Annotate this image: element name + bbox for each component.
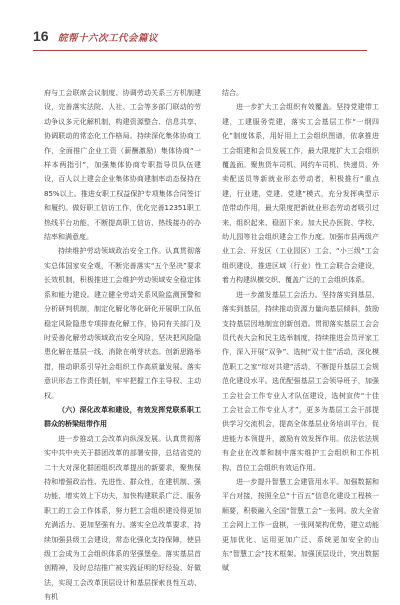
right-column xyxy=(222,86,379,576)
paragraph: 进一步扩大工会组织有效覆盖。坚持党建带工建，工建服务党建，落实工会基层工作“一纲四化”制度体系，用好用上工会组织图谱，依拿推进工会组建和会员发展工作，最大限度扩大工会组织覆盖面。聚焦货车司机、网约车司机、快递员、外卖配送员等新就业形态劳动者，积极推行“重点建，行业建，党建、党建”模式，充分发挥典型示范带动作用，最大限度把新就业形态劳动者吸引过来、组织起来、稳固下来。加大民办医院、学校、幼儿园等社会组织建会工作力度。加强市县两级产业工会、开发区（工业园区）工会、“小三级”工会组织建设，推进区域（行业）性工会联合会建设，着力构建纵横交织、覆盖广泛的工会组织体系。 xyxy=(222,103,379,285)
paragraph: 结合。 xyxy=(222,89,243,97)
paragraph: 进一步激发基层工会活力。坚持落实到基层，落实到基层，持续推动资源力量向基层倾斜，鼓励支持基层因地制宜创新创造。贯彻落实基层工会会员代表大会和民主选举制度，持续推进会员评家工作，深入开展“双争”、选树“双十佳”活动，深化模范职工之家“综对共建”活动，不断提升基层工会规范化建设水平。选优配强基层工会领导班子，加强工会社会工作专业人才队伍建设，选树宣传“十佳工会社会工作专业人才”，更多为基层工会干部提供学习交流机会，提高全体基层业务培训平台，促进能力本领提升，激励有效发挥作用。依法依法规有企业在改革和制中落实维护工会组织和工作机构、首位工会组织有效运作用。 xyxy=(222,290,379,472)
page-number: 16 xyxy=(33,28,49,44)
left-column xyxy=(44,86,201,605)
paragraph: 府与工会联席会议制度、协调劳动关系三方机制建设，完善落实法院、人社、工会等多部门联动的劳动争议多元化解机制，构建资源整合、信息共享、协调联动的常态化工作格局。持续深化集体协商工作，全面推广企业工资（薪酬激励）集体协商“一样本两指引”，加强集体协商专职指导员队伍建设，百人以上建会企业集体协商建制率动态保持在85%以上。推进女职工权益保护专项集体合同签订和履约。做好职工信访工作，优化完善12351职工热线平台功能，不断提高职工信访、热线接办的办结率和满意度。 xyxy=(44,89,201,242)
paragraph: 持续维护劳动领域政治安全工作。认真贯彻落实总体国家安全观，不断完善落实“五个坚决”要求长效机制，积极推进工会维护劳动领域安全稳定体系和能力建设。建立健全劳动关系风险监测预警和分析研判机制，制定化解化等化研化开展职工队伍稳定风险隐患专项排查化解工作，协同有关部门及时妥善化解劳动领域政治安全风险，坚决把风险隐患化解在基层一线、消除在萌芽状态。创新思路举措，推动职系引导社会组织工作高质量发展。落实意识形态工作责任制，牢牢把握工作主导权、主动权。 xyxy=(44,247,201,400)
paragraph: 进一步推动工会改革向纵深发展。认真贯彻落实中共中央关于群团改革的部署安排，总结省党的二十大对深化群团组织改革提出的新要求，聚焦保持和增强政治性、先进性、群众性，在建机制、强功能、增实效上下功夫，加快构建联系广泛、服务职工的工会工作体系，努力把工会组织建设得更加充满活力、更加坚强有力。落实全总改革要求，持续加强县级工会建设，常态化强化支持保障，使县级工会成为工会组织体系的坚强堡垒。落实基层首创精神，及时总结推广被实践证明的好经验、好做法，实现工会改革顶层设计和基层探索良性互动、有机 xyxy=(44,434,201,602)
header-divider xyxy=(33,50,367,51)
page-header xyxy=(0,28,400,50)
running-title: 皖帮十六次工代会篇议 xyxy=(58,33,159,44)
paragraph: 进一步提升智慧工会建管用水平。加强数据和平台对接，按照全总“十百五”信息化建设工程核一顺要，积极融入全国“智慧工会”一张网。放大全省工会网上工作一盘棋，一张网架构优势，建立动能更加优化、运用更加广泛、系统更加安全的山东“智慧工会”技术框架。加强顶层设计，突出数据赋 xyxy=(222,477,379,573)
section-subheading: （六）深化改革和建设，有效发挥党联系职工群众的桥梁纽带作用 xyxy=(44,405,201,429)
